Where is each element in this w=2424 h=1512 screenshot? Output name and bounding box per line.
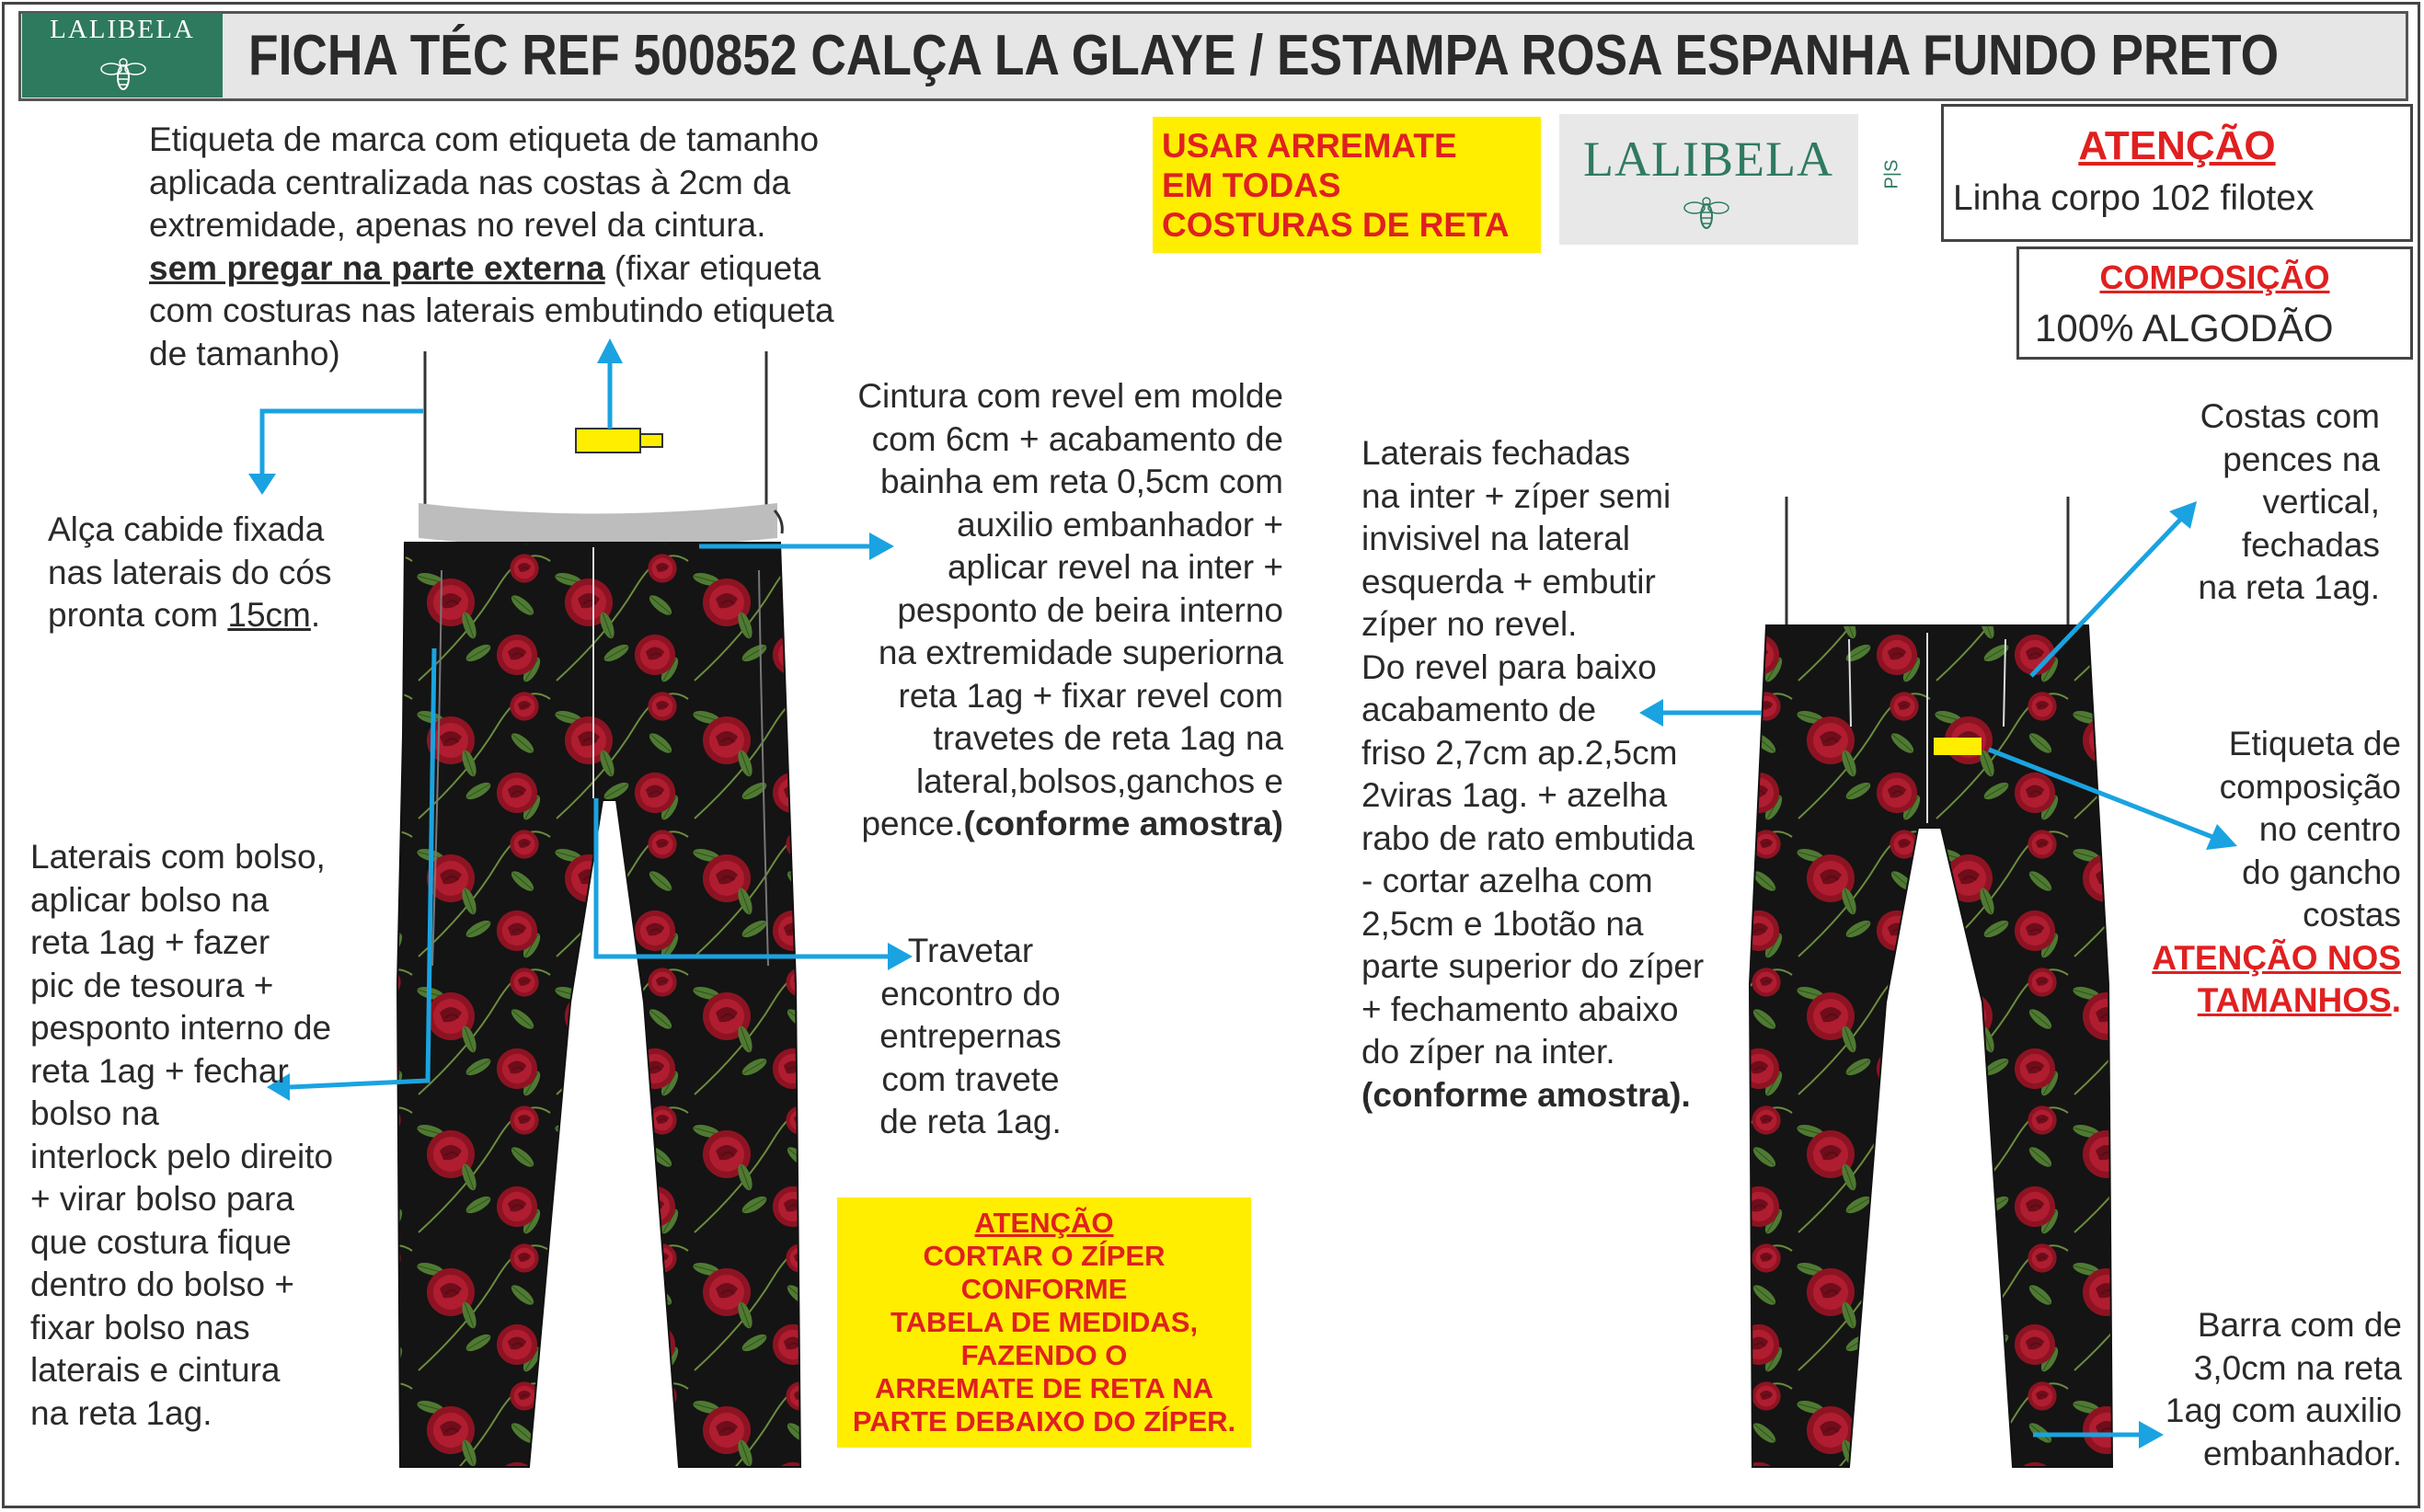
- brand-label-marker: [576, 429, 640, 452]
- note-travetar: Travetar encontro do entrepernas com travete de reta 1ag.: [879, 932, 1062, 1140]
- ps-mark: P|S: [1860, 147, 1924, 202]
- atencao-box: ATENÇÃO Linha corpo 102 filotex: [1941, 104, 2413, 242]
- note-etiqueta-composicao: Etiqueta de composição no centro do gancho costas ATENÇÃO NOS TAMANHOS.: [2152, 725, 2401, 1019]
- note-laterais-bolso: Laterais com bolso, aplicar bolso na reta 1ag + fazer pic de tesoura + pesponto interno de reta 1ag + fechar bolso na interlock pelo direito + virar bolso para que costura fique dentro do bolso + fixar bolso nas laterais e cintura na reta 1ag.: [30, 838, 334, 1432]
- note-laterais-fechadas: Laterais fechadas na inter + zíper semi invisivel na lateral esquerda + embutir zíper no revel. Do revel para baixo acabamento de friso 2,7cm ap.2,5cm 2viras 1ag. + azelha rabo de rato embutida - cortar azelha com 2,5cm e 1botão na parte superior do zíper + fechamento abaixo do zíper na inter. (conforme amostra).: [1361, 434, 1705, 1114]
- note-alca-cabide: Alça cabide fixada nas laterais do cós pronta com 15cm.: [48, 510, 332, 634]
- back-pants: [1750, 497, 2112, 1467]
- note-barra: Barra com de 3,0cm na reta 1ag com auxilio embanhador.: [2165, 1306, 2402, 1472]
- note-cintura: Cintura com revel em molde com 6cm + acabamento de bainha em reta 0,5cm com auxilio embanhador + aplicar revel na inter + pesponto de beira interno na extremidade superiorna reta 1ag + fixar revel com travetes de reta 1ag na lateral,bolsos,ganchos e pence.(conforme amostra): [857, 377, 1283, 842]
- brand-logo-text: LALIBELA: [50, 15, 195, 44]
- front-pants: [397, 351, 800, 1467]
- page-title: FICHA TÉC REF 500852 CALÇA LA GLAYE / ESTAMPA ROSA ESPANHA FUNDO PRETO: [248, 24, 2280, 87]
- composicao-box: COMPOSIÇÃO 100% ALGODÃO: [2016, 246, 2413, 360]
- note-atencao-ziper: ATENÇÃO CORTAR O ZÍPER CONFORME TABELA DE MEDIDAS, FAZENDO O ARREMATE DE RETA NA PARTE DEBAIXO DO ZÍPER.: [837, 1197, 1251, 1448]
- brand-logo-secondary: [1559, 114, 1858, 245]
- note-costas-pences: Costas com pences na vertical, fechadas na reta 1ag.: [2198, 397, 2380, 606]
- brand-logo-secondary-text: LALIBELA: [1583, 132, 1833, 187]
- bee-icon: [1683, 193, 1729, 234]
- note-etiqueta-marca: Etiqueta de marca com etiqueta de tamanho aplicada centralizada nas costas à 2cm da extremidade, apenas no revel da cintura. sem pregar na parte externa (fixar etiqueta com costuras nas laterais embutindo etiqueta de tamanho): [149, 120, 834, 372]
- note-usar-arremate: USAR ARREMATE EM TODAS COSTURAS DE RETA: [1153, 117, 1541, 253]
- composition-label-marker: [1934, 738, 1982, 755]
